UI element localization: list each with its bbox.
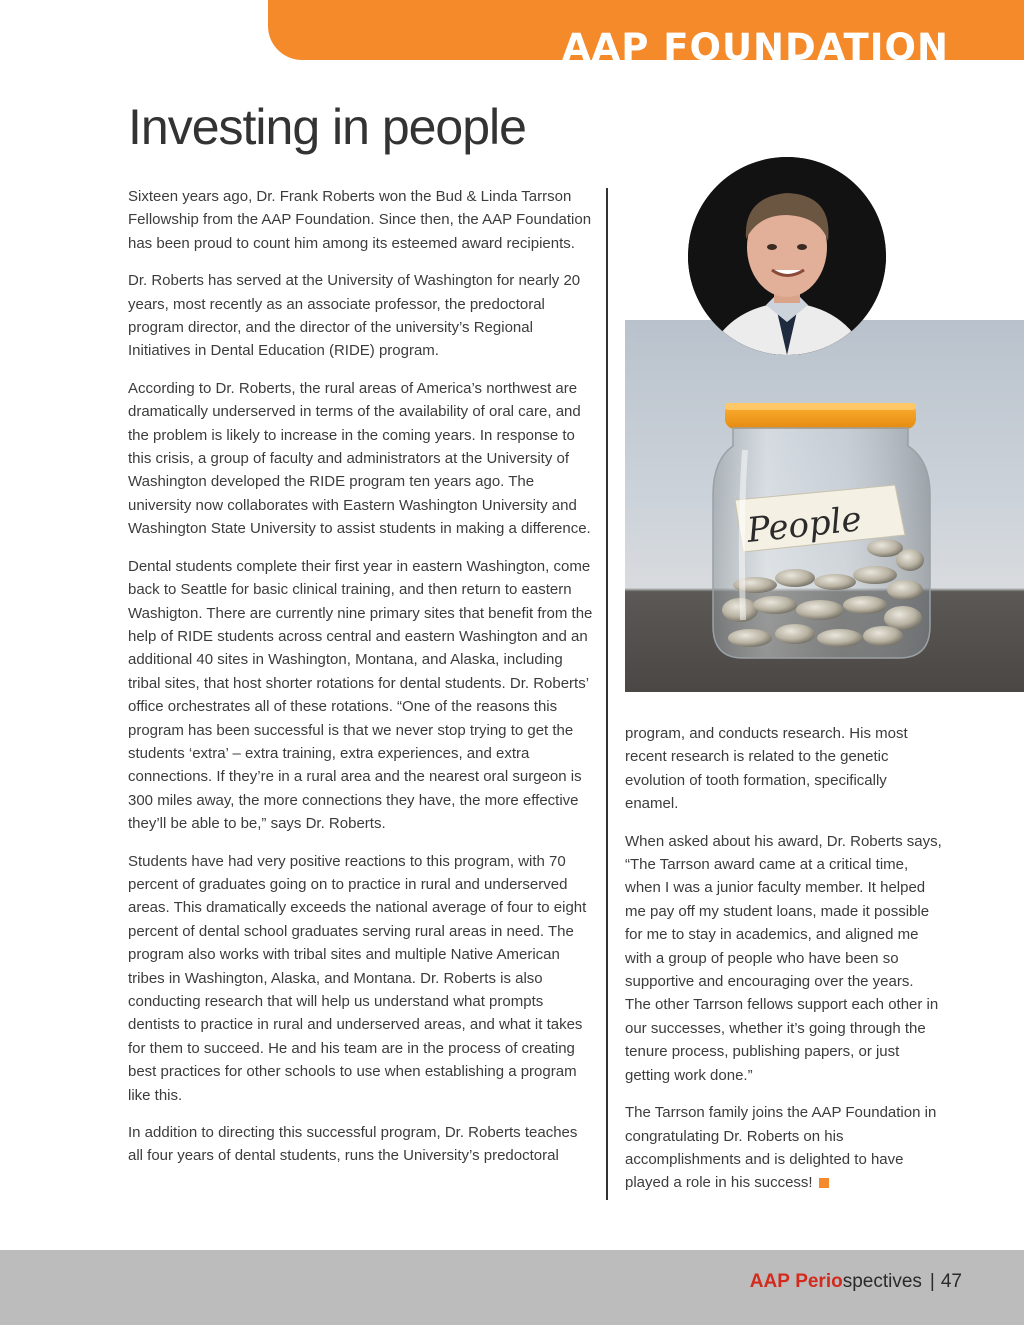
paragraph: When asked about his award, Dr. Roberts says, “The Tarrson award came at a critical time, when I was a junior faculty member. It helped me pay off my student loans, made it possible for me to stay in academics, and aligned me with a group of people who have been so supportive and encouraging over the years. The other Tarrson fellows support each other in our successes, whether it’s going through the tenure process, publishing papers, or just getting work done.” xyxy=(625,832,942,1084)
jar-label-text: People xyxy=(745,499,864,552)
paragraph: Dental students complete their first year in eastern Washington, come back to Seattle for basic clinical training, and then return to eastern Washigton. There are currently nine primary sites that benefit from the help of RIDE students across central and eastern Washington and an additional 40 sites in Washington, Montana, and Alaska, including tribal sites, that host shorter rotations for dental students. Dr. Roberts’ office orchestrates all of these rotations. “One of the reasons this program has been successful is that we never stop trying to get the students ‘extra’ – extra training, extra experiences, and extra connections. If they’re in a rural area and the nearest oral surgeon is 300 miles away, the more connections they have, the more effective they’ll be able to be,” says Dr. Roberts. xyxy=(128,557,593,833)
page-number: 47 xyxy=(940,1271,962,1292)
coin-jar-illustration xyxy=(625,320,1024,692)
section-title: AAP FOUNDATION xyxy=(562,26,949,60)
section-banner xyxy=(268,0,1024,60)
paragraph: Students have had very positive reactions to this program, with 70 percent of graduates going on to practice in rural and underserved areas. This dramatically exceeds the national average of four to eight percent of dental school graduates serving rural areas in need. The program also works with tribal sites and multiple Native American tribes in Washington, Alaska, and Montana. Dr. Roberts is also conducting research that will help us understand what prompts dentists to practice in rural and underserved areas, and what it takes for them to succeed. He and his team are in the process of creating best practices for other schools to use when establishing a program like this. xyxy=(128,852,587,1104)
coin-jar-photo xyxy=(625,320,1024,692)
column-divider xyxy=(606,188,608,1200)
page-separator: | xyxy=(929,1271,935,1292)
portrait-illustration xyxy=(688,157,886,355)
end-mark-icon xyxy=(819,1178,829,1188)
brand-aap: AAP xyxy=(749,1271,790,1292)
paragraph: According to Dr. Roberts, the rural areas of America’s northwest are dramatically underserved in terms of the availability of oral care, and the problem is likely to increase in the coming years. In response to this crisis, a group of faculty and administrators at the University of Washington developed the RIDE program ten years ago. The university now collaborates with Eastern Washington University and Washington State University to assist students in making a difference. xyxy=(128,379,591,538)
right-column xyxy=(625,722,943,1209)
author-portrait xyxy=(688,157,886,355)
paragraph-text: The Tarrson family joins the AAP Foundation in congratulating Dr. Roberts on his accomplishments and is delighted to have played a role in his success! xyxy=(625,1104,937,1192)
paragraph: program, and conducts research. His most recent research is related to the genetic evolution of tooth formation, specifically enamel. xyxy=(625,725,908,813)
paragraph: In addition to directing this successful program, Dr. Roberts teaches all four years of dental students, runs the University’s predoctoral xyxy=(128,1124,578,1165)
footer-publication xyxy=(750,1271,962,1293)
left-column xyxy=(128,185,593,1182)
brand-perio: Perio xyxy=(795,1271,843,1292)
brand-spectives: spectives xyxy=(842,1271,922,1292)
article-title: Investing in people xyxy=(128,99,526,155)
page-footer xyxy=(0,1250,1024,1325)
paragraph: Dr. Roberts has served at the University of Washington for nearly 20 years, most recently as an associate professor, the predoctoral program director, and the director of the university’s Regional Initiatives in Dental Education (RIDE) program. xyxy=(128,272,581,360)
closing-paragraph xyxy=(625,1101,943,1195)
paragraph: Sixteen years ago, Dr. Frank Roberts won the Bud & Linda Tarrson Fellowship from the AAP Foundation. Since then, the AAP Foundation has been proud to count him among its esteemed award recipients. xyxy=(128,188,592,252)
